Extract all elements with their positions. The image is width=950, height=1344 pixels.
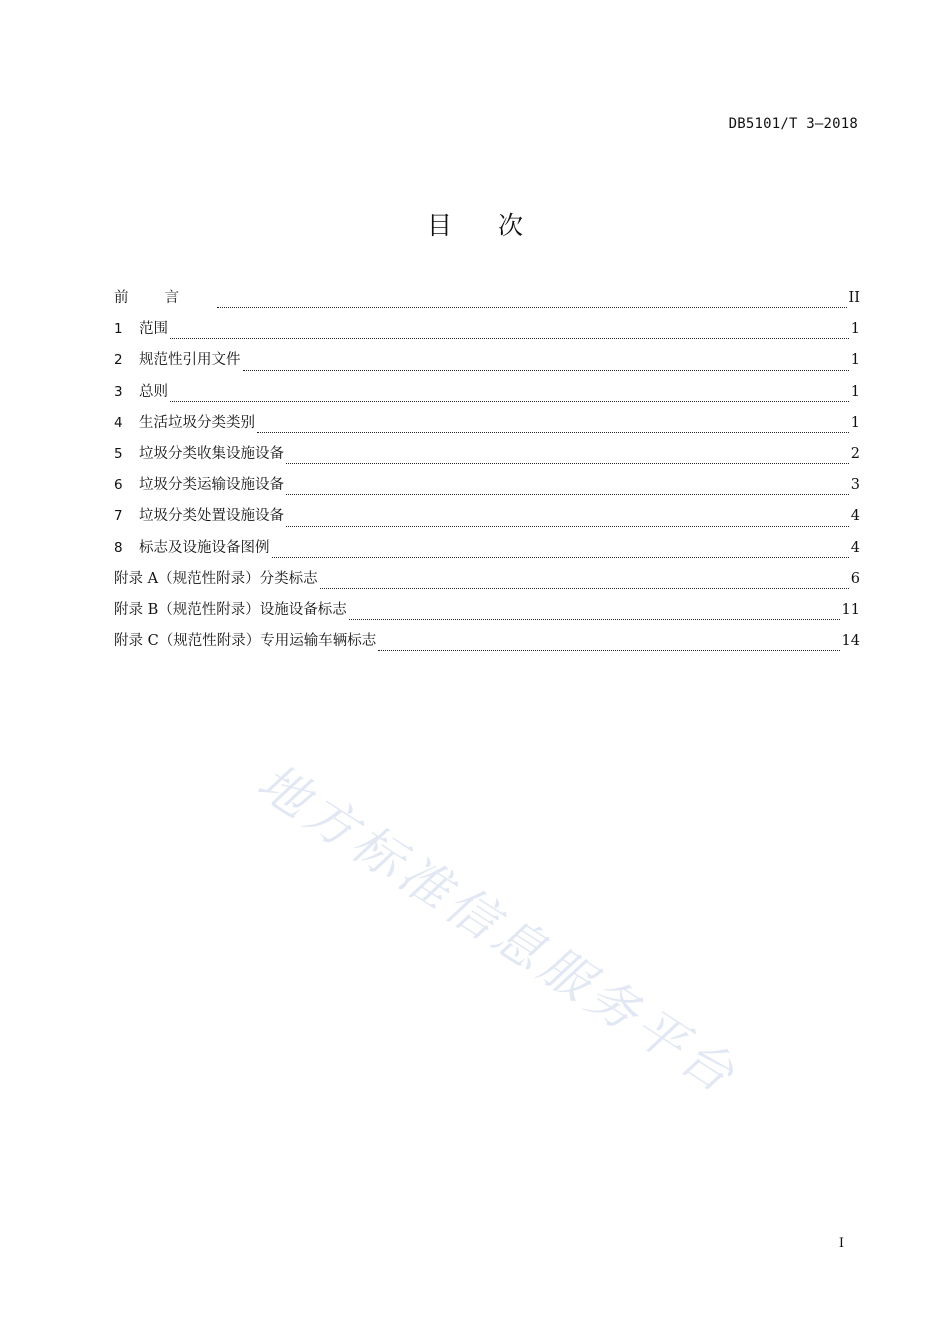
toc-entry-page: 1: [850, 414, 860, 431]
page-number: I: [838, 1236, 844, 1251]
toc-leader-dots: [320, 587, 849, 589]
toc-entry-5[interactable]: [114, 442, 860, 473]
toc-entry-number: 6: [114, 477, 123, 494]
toc-leader-dots: [243, 369, 849, 371]
toc-entry-page: 3: [850, 477, 860, 494]
toc-entry-text: 附录 B（规范性附录）设施设备标志: [114, 601, 347, 618]
toc-entry-text: 附录 C（规范性附录）专用运输车辆标志: [114, 633, 377, 650]
toc-entry-number: 8: [114, 539, 123, 556]
toc-entry-page: 1: [850, 383, 860, 400]
toc-entry-text: 垃圾分类运输设施设备: [139, 477, 284, 494]
toc-entry-page: 1: [850, 321, 860, 338]
toc-entry-text: 附录 A（规范性附录）分类标志: [114, 570, 318, 587]
toc-entry-foreword[interactable]: [114, 286, 860, 317]
document-code: DB5101/T 3—2018: [728, 116, 858, 132]
toc-leader-dots: [378, 649, 839, 651]
watermark: 地方标准信息服务平台: [247, 752, 749, 1107]
toc-entry-page: 4: [850, 539, 860, 556]
toc-entry-6[interactable]: [114, 473, 860, 504]
toc-leader-dots: [349, 618, 840, 620]
toc-entry-number: 5: [114, 445, 123, 462]
toc-leader-dots: [286, 462, 849, 464]
toc-entry-text: 标志及设施设备图例: [139, 539, 270, 556]
toc-entry-2[interactable]: [114, 348, 860, 379]
toc-entry-appendix-b[interactable]: [114, 598, 860, 629]
toc-entry-text: 垃圾分类处置设施设备: [139, 508, 284, 525]
toc-entry-1[interactable]: [114, 317, 860, 348]
toc-entry-text: 生活垃圾分类类别: [139, 414, 255, 431]
toc-leader-dots: [217, 306, 847, 308]
toc-entry-number: 4: [114, 414, 123, 431]
toc-leader-dots: [286, 493, 849, 495]
toc-leader-dots: [286, 525, 849, 527]
toc-entry-page: 1: [850, 352, 860, 369]
toc-entry-page: II: [848, 290, 860, 306]
toc-title: 目次: [426, 211, 569, 240]
toc-entry-number: 1: [114, 321, 123, 338]
toc-entry-4[interactable]: [114, 411, 860, 442]
toc-entry-text: 范围: [139, 321, 168, 338]
toc-entry-text: 前言: [114, 290, 215, 306]
toc-entry-text: 总则: [139, 383, 168, 400]
toc-entry-number: 3: [114, 383, 123, 400]
toc-entry-appendix-c[interactable]: [114, 629, 860, 660]
toc-entry-8[interactable]: [114, 536, 860, 567]
toc-entry-page: 14: [841, 633, 860, 650]
toc-entry-appendix-a[interactable]: [114, 567, 860, 598]
table-of-contents: [114, 286, 860, 660]
toc-entry-page: 11: [841, 601, 860, 618]
toc-entry-number: 2: [114, 352, 123, 369]
toc-leader-dots: [257, 431, 849, 433]
toc-entry-7[interactable]: [114, 504, 860, 535]
toc-leader-dots: [272, 556, 849, 558]
toc-entry-text: 垃圾分类收集设施设备: [139, 445, 284, 462]
toc-entry-text: 规范性引用文件: [139, 352, 241, 369]
toc-leader-dots: [170, 400, 849, 402]
toc-entry-page: 2: [850, 445, 860, 462]
toc-entry-3[interactable]: [114, 380, 860, 411]
toc-entry-number: 7: [114, 508, 123, 525]
toc-entry-page: 6: [850, 570, 860, 587]
toc-leader-dots: [170, 337, 849, 339]
toc-entry-page: 4: [850, 508, 860, 525]
